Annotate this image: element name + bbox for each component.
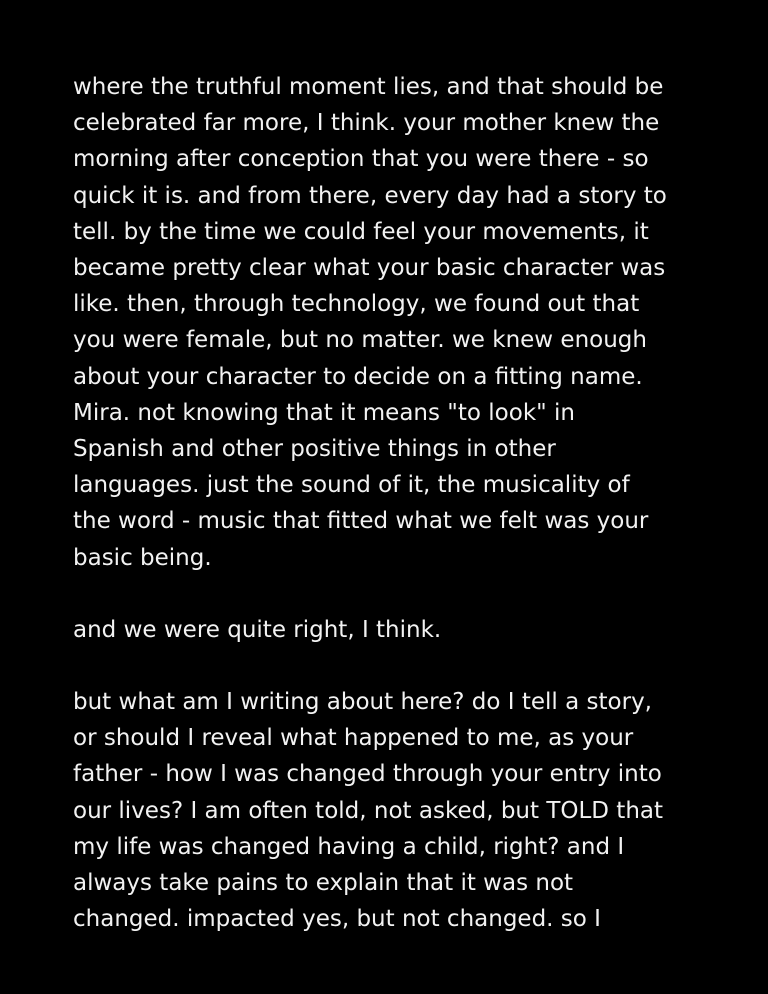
paragraph-2: and we were quite right, I think. — [73, 616, 442, 643]
paragraph-1: where the truthful moment lies, and that should be celebrated far more, I think. your mother knew the morning after conception that you were there - so quick it is. and from there, every day had a story to tell. by the time we could feel your movements, it became pretty clear what your basic character was like. then, through technology, we found out that you were female, but no matter. we knew enough about your character to decide on a fitting name. Mira. not knowing that it means "to look" in Spanish and other positive things in other languages. just the sound of it, the musicality of the word - music that fitted what we felt was your basic being. — [73, 74, 667, 571]
paragraph-spacer — [73, 648, 723, 684]
paragraph-spacer — [73, 576, 723, 612]
paragraph-3: but what am I writing about here? do I tell a story, or should I reveal what happened to me, as your father - how I was changed through your entry into our lives? I am often told, not asked, but TOLD that my life was changed having a child, right? and I always take pains to explain that it was not changed. impacted yes, but not changed. so I — [73, 689, 664, 933]
document-page — [73, 69, 723, 937]
